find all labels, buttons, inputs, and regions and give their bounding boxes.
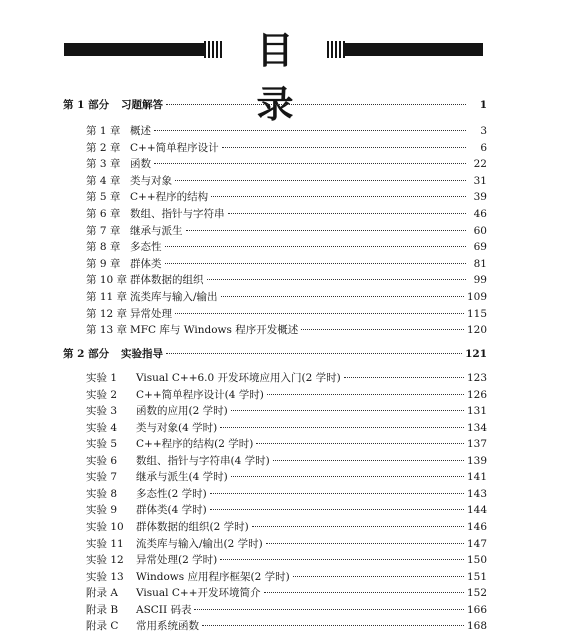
leader-dots: [256, 442, 464, 444]
leader-dots: [210, 508, 464, 510]
toc-entry[interactable]: [86, 323, 487, 338]
page-number: 1: [479, 99, 487, 111]
toc-entry[interactable]: [86, 273, 487, 288]
entry-number: 附录 A: [86, 587, 118, 600]
leader-dots: [221, 295, 464, 297]
page-number: 168: [466, 620, 487, 633]
entry-number: 实验 6: [86, 454, 118, 467]
entry-title: C++程序的结构(2 学时): [136, 438, 254, 451]
leader-dots: [165, 262, 467, 264]
page-number: 3: [480, 125, 487, 137]
entry-title: 继承与派生(4 学时): [136, 471, 228, 484]
entry-title: 继承与派生: [130, 224, 183, 237]
entry-title: 类与对象: [130, 174, 172, 187]
leader-dots: [301, 328, 464, 330]
entry-number: 第 3 章: [86, 158, 121, 171]
toc-part-1[interactable]: [63, 98, 487, 113]
entry-number: 第 9 章: [86, 257, 121, 270]
entry-number: 第 8 章: [86, 241, 121, 254]
toc-entry[interactable]: [86, 307, 487, 322]
toc-entry[interactable]: [86, 174, 487, 189]
page-number: 134: [466, 421, 487, 434]
entry-number: 实验 3: [86, 405, 118, 418]
page-number: 99: [473, 274, 487, 287]
toc-entry[interactable]: [86, 421, 487, 436]
toc-entry[interactable]: [86, 586, 487, 601]
entry-number: 实验 8: [86, 487, 118, 500]
page-number: 60: [473, 224, 487, 237]
page-number: 152: [466, 587, 487, 600]
leader-dots: [264, 591, 464, 593]
page-number: 144: [466, 504, 487, 517]
entry-number: 实验 10: [86, 521, 124, 533]
entry-number: 第 11 章: [86, 291, 128, 303]
leader-dots: [186, 229, 467, 231]
page-number: 115: [466, 307, 487, 320]
leader-dots: [231, 409, 464, 411]
entry-number: 第 2 章: [86, 141, 121, 154]
entry-title: Visual C++6.0 开发环境应用入门(2 学时): [136, 372, 341, 384]
entry-title: 流类库与输入/输出(2 学时): [136, 537, 263, 550]
leader-dots: [266, 542, 464, 544]
page-number: 39: [473, 191, 487, 204]
entry-title: 群体数据的组织: [130, 274, 204, 287]
entry-number: 实验 1: [86, 372, 118, 384]
leader-dots: [293, 575, 464, 577]
toc-entry[interactable]: [86, 388, 487, 403]
toc-entry[interactable]: [86, 553, 487, 568]
entry-number: 实验 12: [86, 554, 124, 566]
toc-entry[interactable]: [86, 190, 487, 205]
toc-entry[interactable]: [86, 290, 487, 305]
toc-entry[interactable]: [86, 603, 487, 618]
part-number: 第 1 部分: [63, 99, 110, 111]
page-number: 166: [466, 603, 487, 616]
leader-dots: [228, 212, 467, 214]
entry-number: 实验 4: [86, 421, 118, 434]
entry-number: 附录 C: [86, 620, 119, 633]
toc-part-2[interactable]: [63, 347, 487, 362]
entry-number: 实验 9: [86, 504, 118, 517]
leader-dots: [194, 608, 464, 610]
page-number: 69: [473, 241, 487, 254]
entry-number: 第 5 章: [86, 191, 121, 204]
entry-title: Visual C++开发环境简介: [136, 587, 261, 600]
entry-number: 附录 B: [86, 603, 119, 616]
entry-number: 第 1 章: [86, 125, 121, 137]
toc-entry[interactable]: [86, 224, 487, 239]
entry-title: 群体类: [130, 257, 162, 270]
leader-dots: [154, 129, 466, 131]
toc-entry[interactable]: [86, 619, 487, 634]
page-number: 81: [473, 257, 487, 270]
entry-title: 函数: [130, 158, 151, 171]
toc-entry[interactable]: [86, 124, 487, 139]
toc-entry[interactable]: [86, 570, 487, 585]
toc-entry[interactable]: [86, 537, 487, 552]
entry-title: 函数的应用(2 学时): [136, 405, 228, 418]
entry-title: 数组、指针与字符串: [130, 208, 225, 220]
page-number: 143: [466, 487, 487, 500]
toc-entry[interactable]: [86, 371, 487, 386]
leader-dots: [166, 103, 466, 105]
toc-entry[interactable]: [86, 503, 487, 518]
decorative-bar-right: [345, 43, 483, 56]
page-number: 137: [466, 438, 487, 451]
entry-number: 第 10 章: [86, 274, 128, 287]
toc-entry[interactable]: [86, 141, 487, 156]
leader-dots: [166, 352, 462, 354]
entry-number: 实验 5: [86, 438, 118, 451]
entry-title: C++简单程序设计: [130, 141, 219, 154]
page-number: 146: [466, 521, 487, 533]
leader-dots: [252, 525, 464, 527]
entry-number: 实验 2: [86, 388, 118, 401]
entry-title: Windows 应用程序框架(2 学时): [136, 570, 290, 583]
leader-dots: [344, 376, 464, 378]
entry-number: 第 4 章: [86, 174, 121, 187]
leader-dots: [175, 179, 466, 181]
entry-title: C++程序的结构: [130, 191, 209, 204]
page-number: 6: [480, 141, 487, 154]
leader-dots: [210, 492, 464, 494]
leader-dots: [175, 312, 464, 314]
page-number: 151: [466, 570, 487, 583]
page-number: 109: [466, 291, 487, 303]
part-title: 习题解答: [121, 99, 163, 111]
toc-entry[interactable]: [86, 454, 487, 469]
entry-number: 第 7 章: [86, 224, 121, 237]
entry-title: 流类库与输入/输出: [130, 291, 218, 303]
decorative-bar-left: [64, 43, 204, 56]
leader-dots: [231, 475, 464, 477]
toc-entry[interactable]: [86, 470, 487, 485]
page-number: 123: [466, 372, 487, 384]
toc-entry[interactable]: [86, 487, 487, 502]
toc-entry[interactable]: [86, 437, 487, 452]
entry-number: 实验 7: [86, 471, 118, 484]
entry-title: 数组、指针与字符串(4 学时): [136, 454, 270, 467]
entry-title: 群体数据的组织(2 学时): [136, 521, 249, 533]
entry-title: 概述: [130, 125, 151, 137]
entry-number: 第 13 章: [86, 324, 128, 337]
entry-title: 类与对象(4 学时): [136, 421, 218, 434]
page-number: 139: [466, 454, 487, 467]
entry-title: 多态性: [130, 241, 162, 254]
leader-dots: [211, 195, 466, 197]
entry-title: ASCII 码表: [136, 603, 192, 616]
page-number: 31: [473, 174, 487, 187]
leader-dots: [202, 624, 464, 626]
toc-entry[interactable]: [86, 520, 487, 535]
leader-dots: [222, 146, 466, 148]
entry-title: C++简单程序设计(4 学时): [136, 388, 264, 401]
toc-entry[interactable]: [86, 240, 487, 255]
leader-dots: [154, 162, 466, 164]
page-number: 147: [466, 537, 487, 550]
page-number: 46: [473, 208, 487, 220]
toc-entry[interactable]: [86, 404, 487, 419]
leader-dots: [267, 393, 464, 395]
leader-dots: [220, 558, 464, 560]
leader-dots: [220, 426, 464, 428]
entry-number: 实验 13: [86, 570, 124, 583]
page-number: 126: [466, 388, 487, 401]
page-number: 121: [465, 348, 487, 360]
part-title: 实验指导: [121, 348, 163, 360]
leader-dots: [207, 278, 467, 280]
page-title: 目 录: [256, 28, 308, 126]
entry-number: 第 6 章: [86, 208, 121, 220]
leader-dots: [273, 459, 464, 461]
entry-title: MFC 库与 Windows 程序开发概述: [130, 324, 299, 337]
entry-number: 实验 11: [86, 537, 124, 550]
entry-title: 异常处理: [130, 307, 172, 320]
page-number: 22: [473, 158, 487, 171]
entry-title: 异常处理(2 学时): [136, 554, 218, 566]
toc-entry[interactable]: [86, 207, 487, 222]
entry-title: 群体类(4 学时): [136, 504, 207, 517]
entry-number: 第 12 章: [86, 307, 128, 320]
entry-title: 常用系统函数: [136, 620, 199, 633]
entry-title: 多态性(2 学时): [136, 487, 207, 500]
page-number: 120: [466, 324, 487, 337]
page-number: 150: [466, 554, 487, 566]
part-number: 第 2 部分: [63, 348, 110, 360]
leader-dots: [165, 245, 467, 247]
toc-entry[interactable]: [86, 257, 487, 272]
page-number: 141: [466, 471, 487, 484]
page-number: 131: [466, 405, 487, 418]
toc-entry[interactable]: [86, 157, 487, 172]
